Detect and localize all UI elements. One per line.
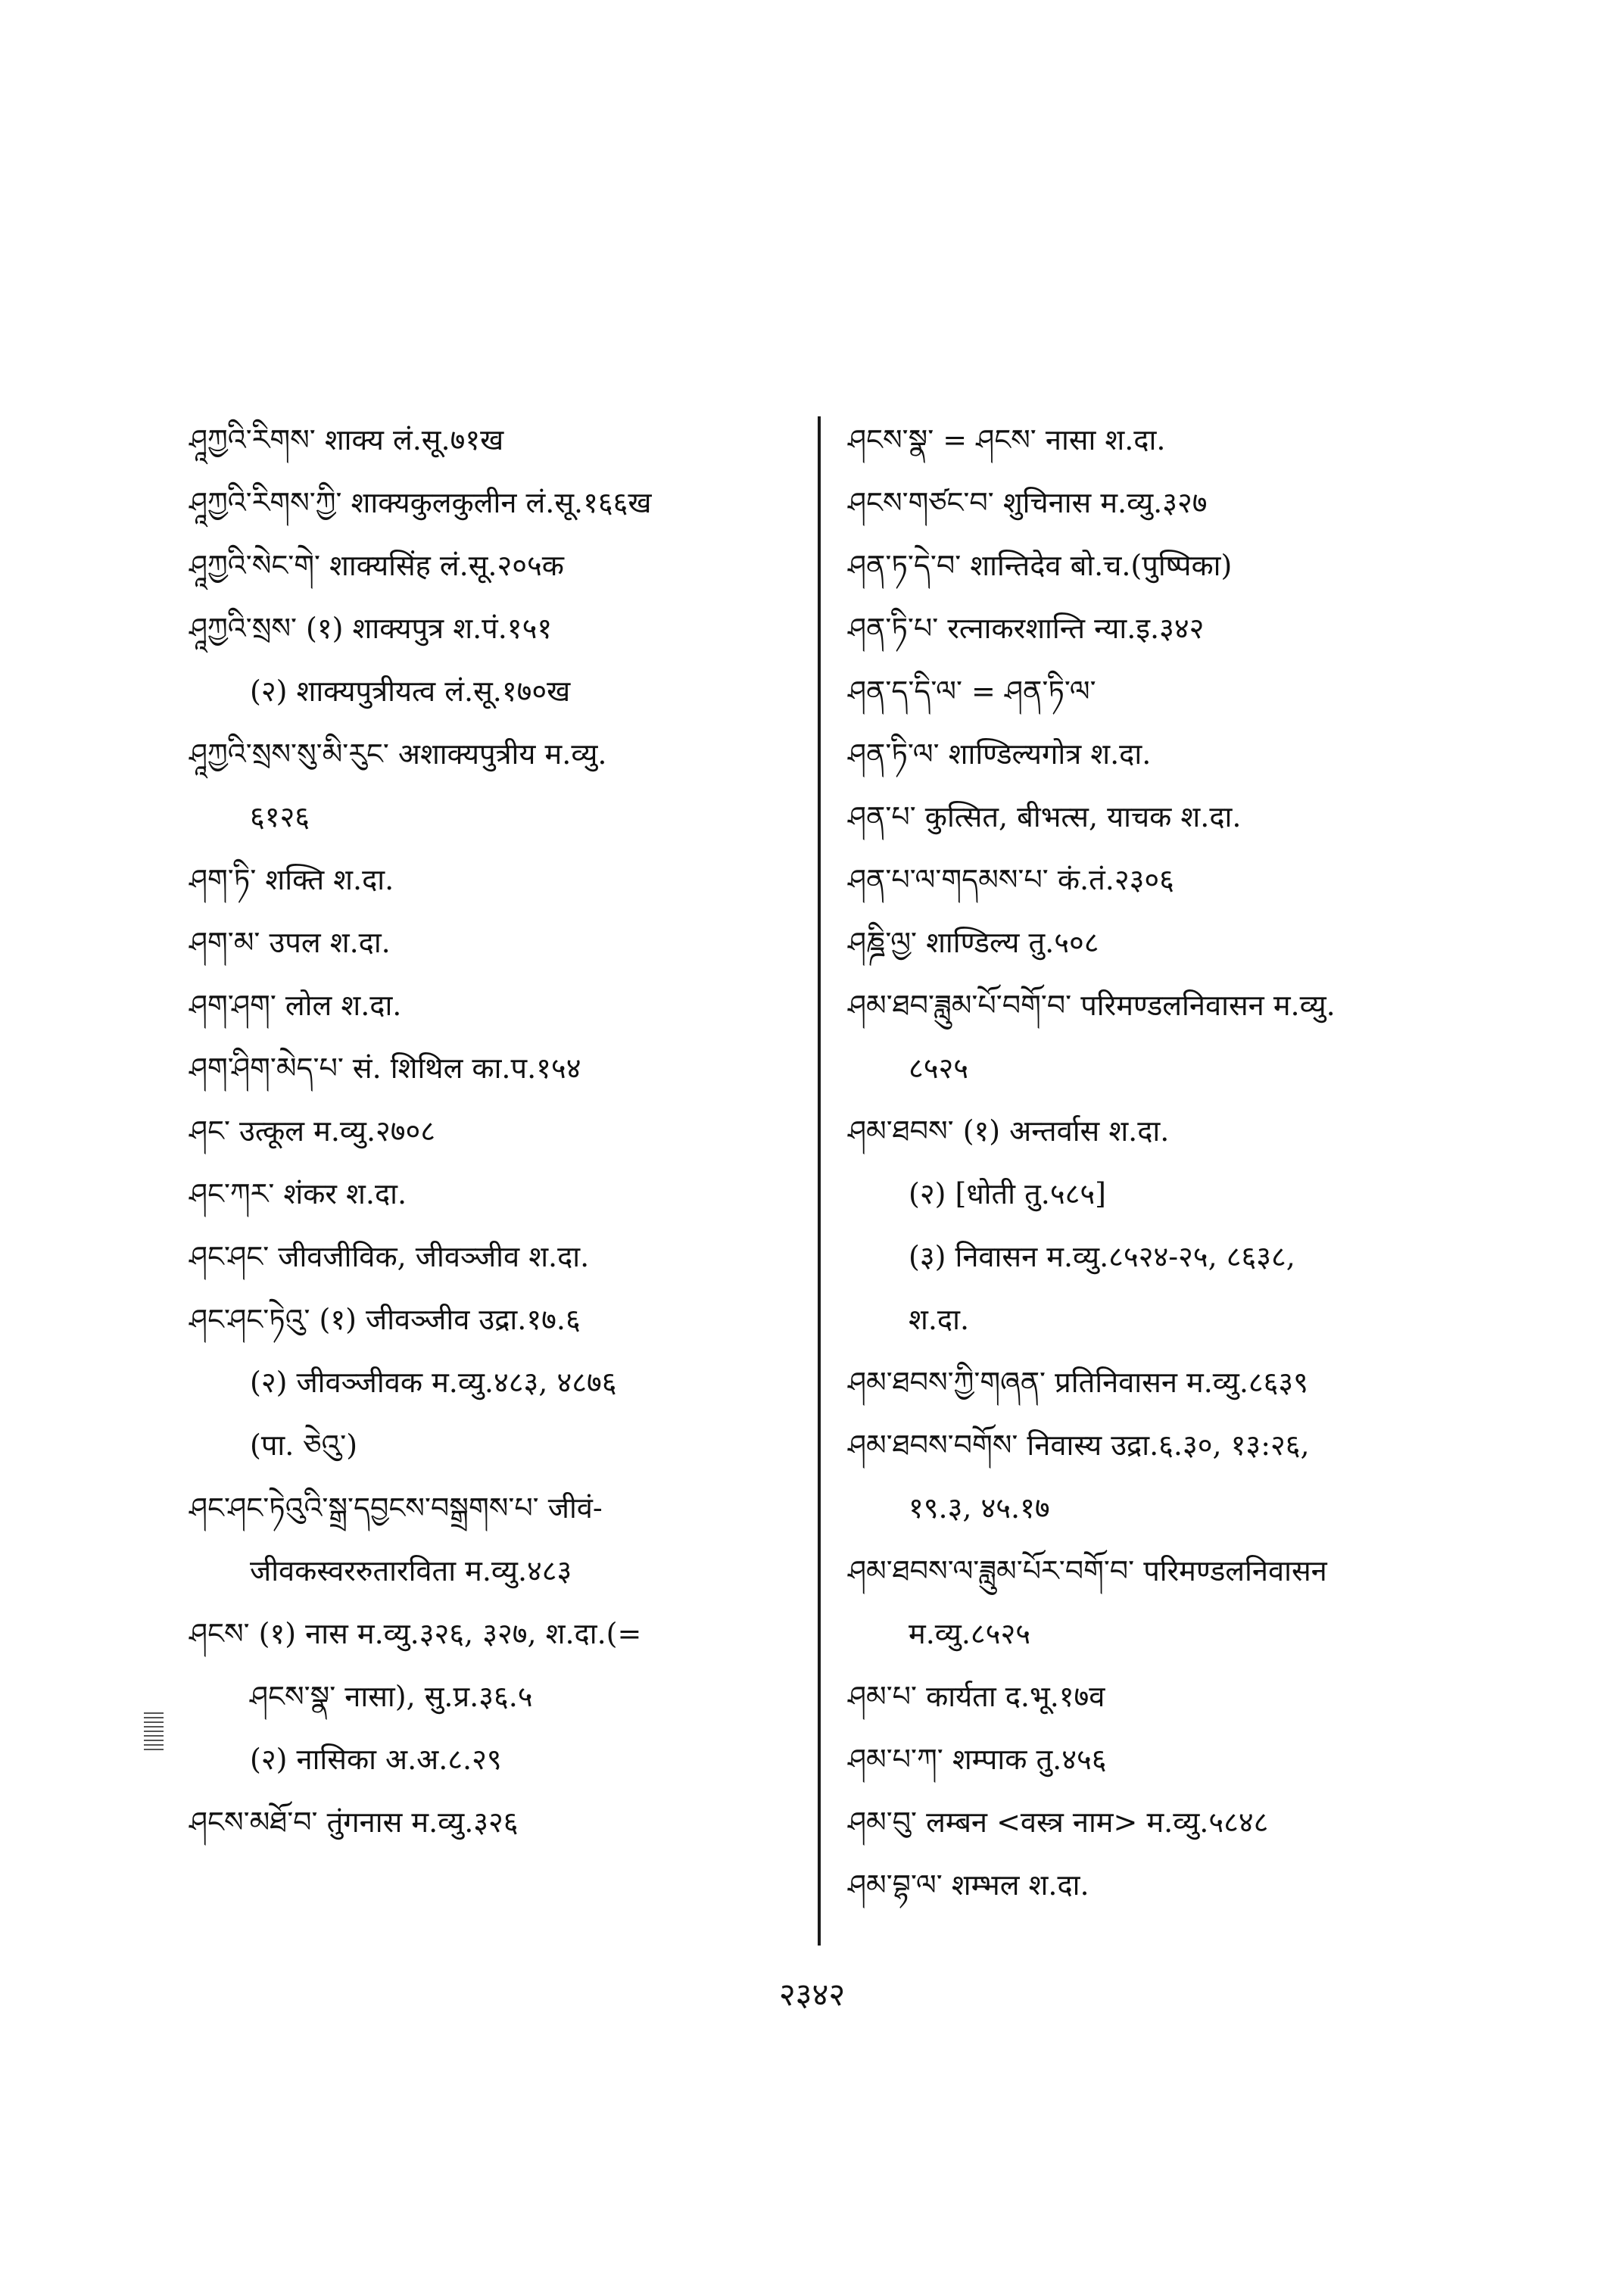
dictionary-entry: ཤམ་ཐབས་ཀྱི་གཞན་ प्रतिनिवासन म.व्यु.८६३९ <box>848 1366 1308 1399</box>
dictionary-entry: ཤཱཀྱའི་སྲས་སུ་མི་རུང་ अशाक्यपुत्रीय म.व्यु. <box>189 737 607 771</box>
dictionary-entry-continuation: श.दा. <box>909 1303 970 1336</box>
dictionary-entry: ཤང་ཤང་ཏེའུ་ (१) जीवञ्जीव उद्रा.१७.६ <box>189 1303 581 1336</box>
dictionary-entry-continuation: (३) निवासन म.व्यु.८५२४-२५, ८६३८, <box>909 1240 1295 1273</box>
dictionary-entry-continuation: ६१२६ <box>250 800 310 833</box>
dictionary-entry: ཤག་ཏི་ शक्ति श.दा. <box>189 863 394 896</box>
dictionary-entry-continuation: ཤངས་སྣ་ नासा), सु.प्र.३६.५ <box>250 1680 533 1713</box>
dictionary-entry: ཤཎྜི་ལྱ་ शाण्डिल्य तु.५०८ <box>848 926 1099 959</box>
dictionary-entry: ཤག་མ་ उपल श.दा. <box>189 926 391 959</box>
dictionary-entry: ཤན་ད་དི་ལ་ = ཤན་ཏི་ལ་ <box>848 675 1096 708</box>
dictionary-entry: ཤམ་ཐབས་ (१) अन्तर्वास श.दा. <box>848 1114 1170 1148</box>
dictionary-entry-continuation: म.व्यु.८५२५ <box>909 1617 1030 1650</box>
dictionary-entry: ཤཱཀྱའི་རིགས་ཀྱི་ शाक्यकुलकुलीन लं.सू.१६६ख <box>189 486 652 519</box>
dictionary-entry-continuation: (२) [धोती तु.५८५] <box>909 1177 1106 1210</box>
dictionary-entry: ཤན་པ་ कुत्सित, बीभत्स, याचक श.दा. <box>848 800 1242 833</box>
dictionary-entry-continuation: (२) नासिका अ.अ.८.२९ <box>250 1743 502 1776</box>
left-column <box>189 409 795 1854</box>
dictionary-entry: ཤཱཀྱའི་སེང་གེ་ शाक्यसिंह लं.सू.२०५क <box>189 549 564 582</box>
dictionary-entry: ཤང་ཤང་ཏེའུའི་སྒྲ་དབྱངས་བསྒྲགས་པ་ जीवं- <box>189 1491 603 1525</box>
dictionary-entry: ཤག་ཤག་ लोल श.दा. <box>189 989 402 1022</box>
dictionary-entry-continuation: ८५२५ <box>909 1051 969 1085</box>
dictionary-entry: ཤན་ཏ་དེ་བ་ शान्तिदेव बो.च.(पुष्पिका) <box>848 549 1233 582</box>
dictionary-entry: ཤམ་བུ་ लम्बन <वस्त्र नाम> म.व्यु.५८४८ <box>848 1805 1269 1839</box>
dictionary-entry: ཤཱཀྱའི་རིགས་ शाक्य लं.सू.७१ख <box>189 423 504 456</box>
dictionary-entry: ཤང་ཀར་ शंकर श.दा. <box>189 1177 407 1210</box>
dictionary-entry: ཤང་ཤང་ जीवजीविक, जीवञ्जीव श.दा. <box>189 1240 590 1273</box>
dictionary-entry: ཤམ་བྷ་ལ་ शम्भल श.दा. <box>848 1868 1089 1902</box>
dictionary-entry-continuation: जीवकस्वररुतारविता म.व्यु.४८३ <box>250 1554 572 1587</box>
dictionary-entry: ཤམ་པ་ कार्यता द.भू.१७व <box>848 1680 1105 1713</box>
right-column <box>848 409 1469 1917</box>
dictionary-entry: ཤམ་ཐབས་བགོས་ निवास्य उद्रा.६.३०, १३:२६, <box>848 1428 1310 1462</box>
dictionary-entry: ཤངས་ (१) नास म.व्यु.३२६, ३२७, श.दा.(= <box>189 1617 642 1650</box>
dictionary-entry-continuation: (पा. ཅེའུ་) <box>250 1428 358 1462</box>
column-divider <box>818 416 821 1946</box>
dictionary-entry: ཤངས་མཐོ་བ་ तुंगनास म.व्यु.३२६ <box>189 1805 519 1839</box>
dictionary-entry: ཤག་ཤིག་མེད་པ་ सं. शिथिल का.प.१५४ <box>189 1051 581 1085</box>
margin-mark <box>144 1712 164 1750</box>
dictionary-entry: ཤན་ཏི་ལ་ शाण्डिल्यगोत्र श.दा. <box>848 737 1152 771</box>
dictionary-entry: ཤངས་སྣ་ = ཤངས་ नासा श.दा. <box>848 423 1166 456</box>
dictionary-entry: ཤམ་པ་ཀ་ शम्पाक तु.४५६ <box>848 1743 1107 1776</box>
dictionary-entry-continuation: (२) शाक्यपुत्रीयत्व लं.सू.१७०ख <box>250 675 571 708</box>
dictionary-entry: ཤན་པ་ལ་གདམས་པ་ कं.तं.२३०६ <box>848 863 1174 896</box>
dictionary-entry-continuation: १९.३, ४५.१७ <box>909 1491 1050 1525</box>
dictionary-entry: ཤངས་གཙང་བ་ शुचिनास म.व्यु.३२७ <box>848 486 1208 519</box>
page-number: २३४२ <box>778 1976 846 2013</box>
dictionary-entry: ཤམ་ཐབས་ལ་ཟླུམ་པོར་བགོ་བ་ परिमण्डलनिवासन <box>848 1554 1327 1587</box>
dictionary-entry: ཤན་ཏི་པ་ रत्नाकरशान्ति न्या.इ.३४२ <box>848 612 1205 645</box>
dictionary-entry-continuation: (२) जीवञ्जीवक म.व्यु.४८३, ४८७६ <box>250 1366 617 1399</box>
dictionary-entry: ཤང་ उत्कूल म.व्यु.२७०८ <box>189 1114 436 1148</box>
dictionary-entry: ཤཱཀྱའི་སྲས་ (१) शाक्यपुत्र श.पं.१५१ <box>189 612 553 645</box>
dictionary-entry: ཤམ་ཐབ་ཟླུམ་པོ་བགོ་བ་ परिमण्डलनिवासन म.व्यु. <box>848 989 1336 1022</box>
